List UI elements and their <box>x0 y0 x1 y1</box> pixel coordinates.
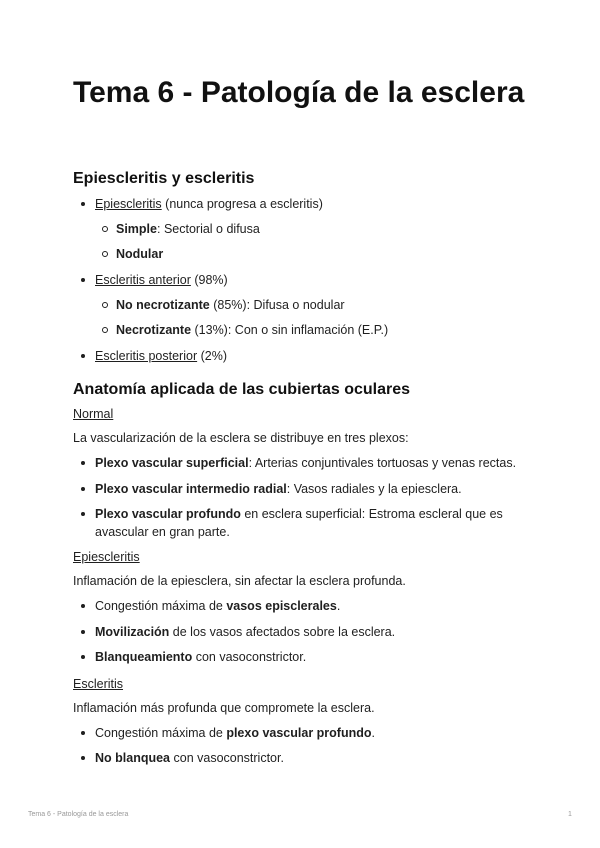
footer-page-number: 1 <box>568 811 572 818</box>
list-item <box>95 195 535 213</box>
footer-title: Tema 6 - Patología de la esclera <box>28 811 129 818</box>
term: Plexo vascular profundo <box>95 507 241 521</box>
term: vasos episclerales <box>226 599 337 613</box>
list-item <box>95 623 535 641</box>
paragraph: Inflamación de la epiesclera, sin afectar la esclera profunda. <box>73 574 406 588</box>
subheading-normal: Normal <box>73 407 114 421</box>
section-heading-epiescleritis: Epiescleritis y escleritis <box>73 170 255 187</box>
text: con vasoconstrictor. <box>170 751 284 765</box>
text: avascular en gran parte. <box>95 525 230 539</box>
term: Escleritis anterior <box>95 273 191 287</box>
subheading-epiescleritis: Epiescleritis <box>73 550 140 564</box>
list-item <box>95 480 535 498</box>
term: Blanqueamiento <box>95 650 193 664</box>
text: con vasoconstrictor. <box>192 650 307 664</box>
list-item <box>116 221 536 237</box>
term: Movilización <box>95 625 170 639</box>
term: Plexo vascular intermedio radial <box>95 482 287 496</box>
text: (13%): Con o sin inflamación (E.P.) <box>191 323 389 337</box>
list-item <box>95 597 535 615</box>
text: (2%) <box>197 349 227 363</box>
term: Necrotizante <box>116 323 192 337</box>
list-item <box>95 271 535 289</box>
page-title: Tema 6 - Patología de la esclera <box>73 76 525 109</box>
text: en esclera superficial: Estroma escleral que es <box>240 507 503 521</box>
text: Congestión máxima de <box>95 599 227 613</box>
text: . <box>336 599 341 613</box>
list-item <box>95 454 535 472</box>
list-item <box>95 724 535 742</box>
term: plexo vascular profundo <box>226 726 372 740</box>
paragraph: La vascularización de la esclera se distribuye en tres plexos: <box>73 431 409 445</box>
list-item <box>116 246 536 262</box>
list-item <box>95 505 535 541</box>
list-item <box>95 347 535 365</box>
text: : Sectorial o difusa <box>157 222 260 236</box>
text: . <box>371 726 375 740</box>
text: (nunca progresa a escleritis) <box>161 197 323 211</box>
term: Epiescleritis <box>95 197 162 211</box>
text: : Vasos radiales y la epiesclera. <box>286 482 462 496</box>
list-item <box>116 297 536 313</box>
text: de los vasos afectados sobre la esclera. <box>169 625 396 639</box>
list-item <box>95 749 535 767</box>
text: (98%) <box>190 273 228 287</box>
term: No necrotizante <box>116 298 210 312</box>
list-item <box>116 322 536 338</box>
term: Plexo vascular superficial <box>95 456 249 470</box>
paragraph: Inflamación más profunda que compromete la esclera. <box>73 701 375 715</box>
term: No blanquea <box>95 751 171 765</box>
term: Nodular <box>116 247 164 261</box>
text: Congestión máxima de <box>95 726 227 740</box>
list-item <box>95 648 535 666</box>
term: Escleritis posterior <box>95 349 198 363</box>
text: : Arterias conjuntivales tortuosas y venas rectas. <box>248 456 517 470</box>
section-heading-anatomia: Anatomía aplicada de las cubiertas oculares <box>73 381 411 398</box>
subheading-escleritis: Escleritis <box>73 677 124 691</box>
text: (85%): Difusa o nodular <box>209 298 345 312</box>
term: Simple <box>116 222 157 236</box>
